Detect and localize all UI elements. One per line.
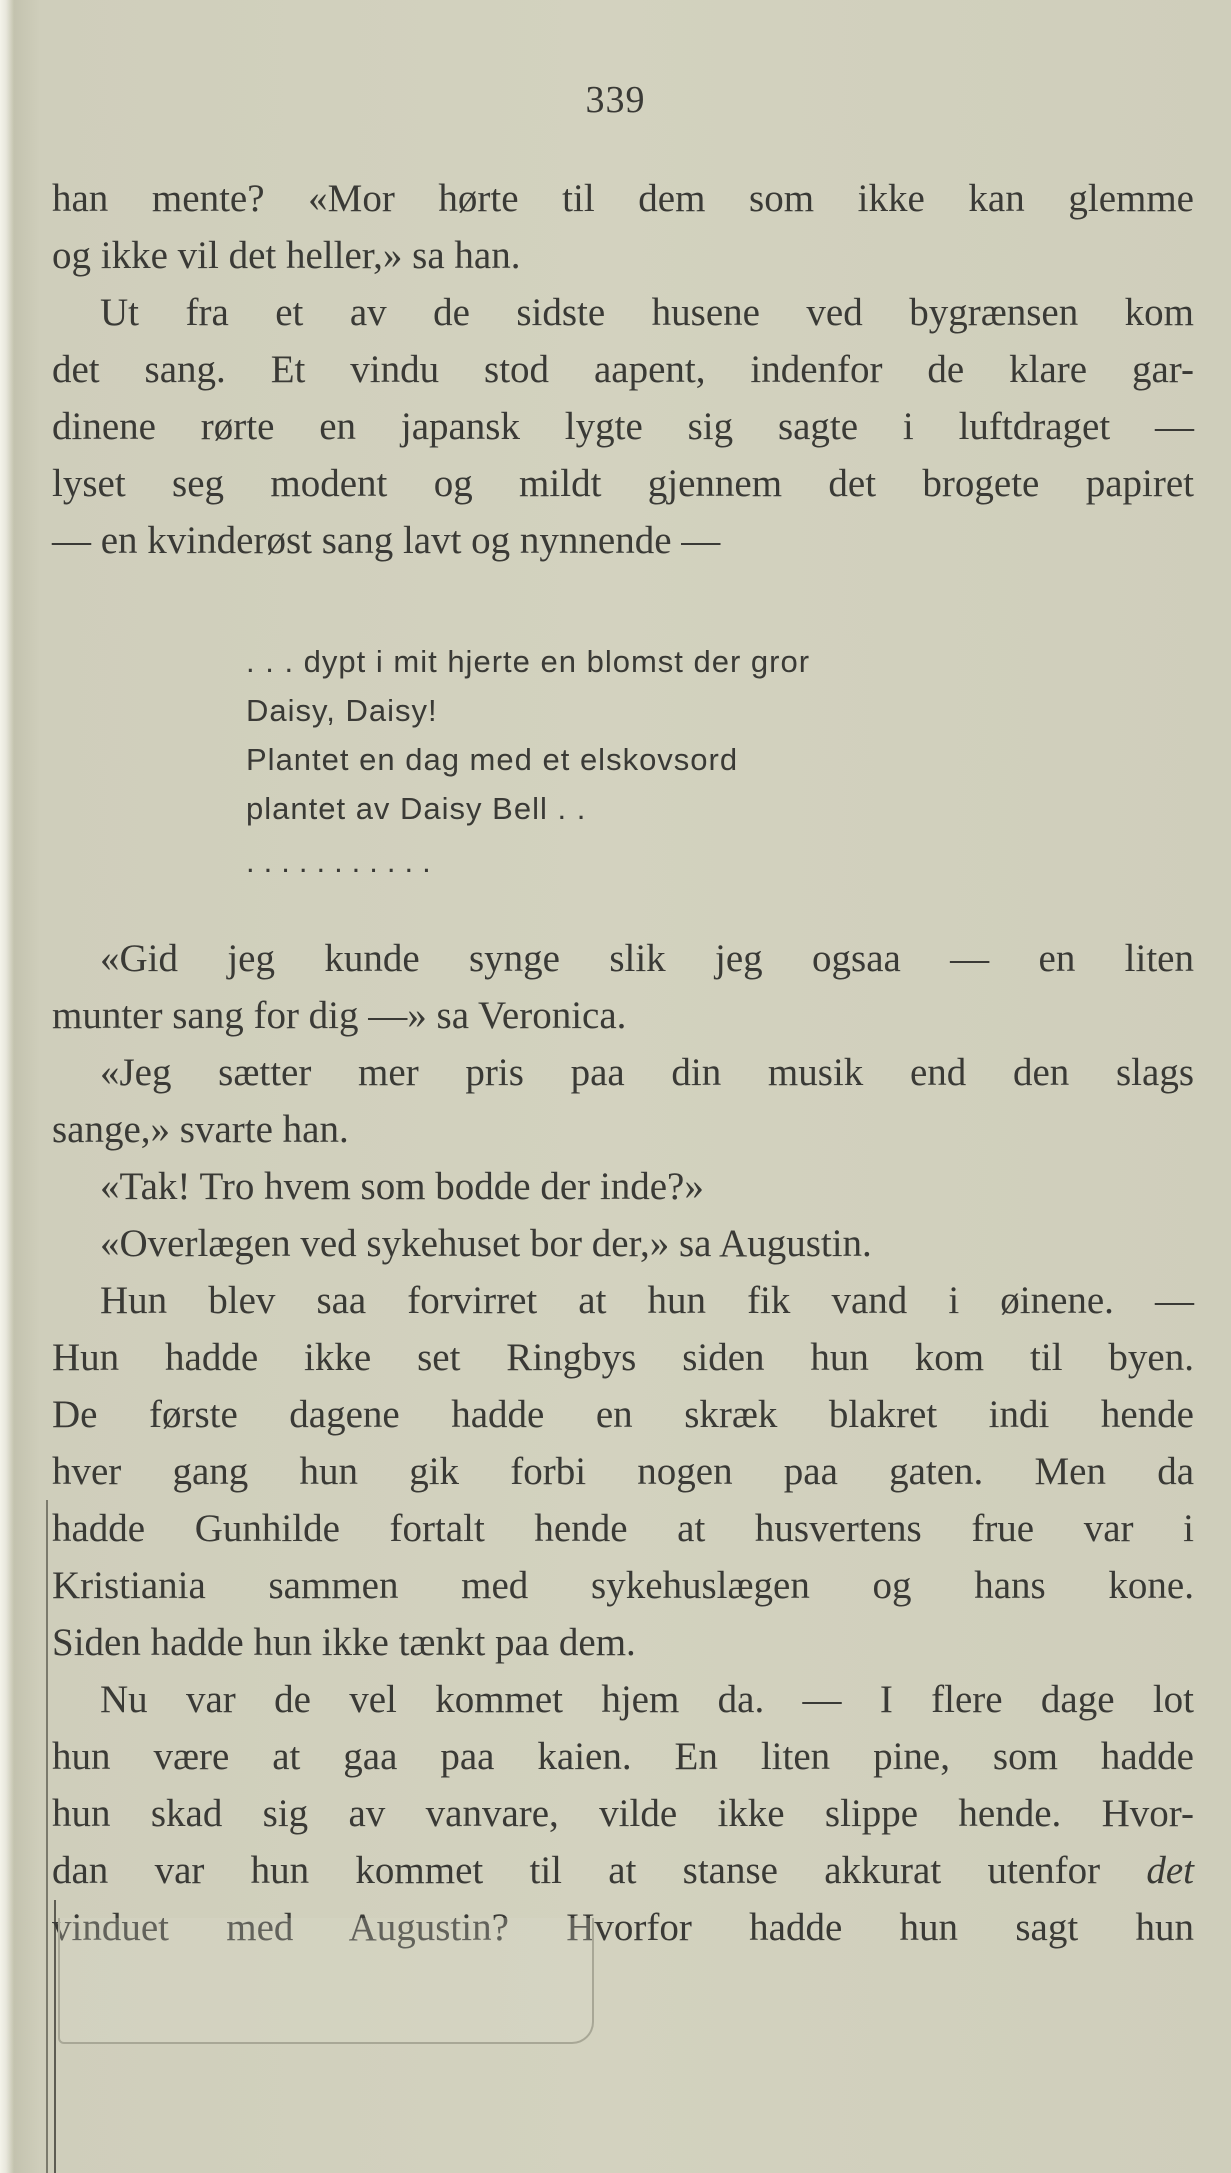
italic-word: det: [1146, 1849, 1194, 1892]
verse-line: plantet av Daisy Bell . .: [246, 791, 587, 826]
text-line: «Jeg sætter mer pris paa din musik end den slags: [100, 1051, 1194, 1094]
text-line: hver gang hun gik forbi nogen paa gaten. Men da: [52, 1450, 1194, 1493]
page-number: 339: [585, 79, 646, 121]
text-line: munter sang for dig —» sa Veronica.: [52, 994, 627, 1037]
text-line: Siden hadde hun ikke tænkt paa dem.: [52, 1621, 636, 1664]
text-line: sange,» svarte han.: [52, 1108, 349, 1151]
book-spine: [0, 0, 14, 2173]
paper-slip-outline: [58, 1918, 594, 2044]
text-line: han mente? «Mor hørte til dem som ikke kan glemme: [52, 177, 1194, 220]
text-line: Nu var de vel kommet hjem da. — I flere dage lot: [100, 1678, 1194, 1721]
text-line: hun skad sig av vanvare, vilde ikke slippe hende. Hvor-: [52, 1792, 1194, 1835]
text-line: — en kvinderøst sang lavt og nynnende —: [52, 519, 721, 562]
text-line: Hun blev saa forvirret at hun fik vand i øinene. —: [100, 1279, 1194, 1322]
text-line: vinduet med Augustin? Hvorfor hadde hun sagt hun: [52, 1906, 1194, 1949]
text-line: hadde Gunhilde fortalt hende at husvertens frue var i: [52, 1507, 1194, 1550]
text-line: og ikke vil det heller,» sa han.: [52, 234, 521, 277]
text-line: Hun hadde ikke set Ringbys siden hun kom til byen.: [52, 1336, 1194, 1379]
text-line: lyset seg modent og mildt gjennem det brogete papiret: [52, 462, 1194, 505]
text-line: [52, 1842, 1194, 1899]
text-line: hun være at gaa paa kaien. En liten pine, som hadde: [52, 1735, 1194, 1778]
text-line: De første dagene hadde en skræk blakret indi hende: [52, 1393, 1194, 1436]
text-line: Ut fra et av de sidste husene ved bygrænsen kom: [100, 291, 1194, 334]
verse-line: Daisy, Daisy!: [246, 693, 438, 728]
text-line: det sang. Et vindu stod aapent, indenfor de klare gar-: [52, 348, 1194, 391]
text-block-bottom: [52, 930, 1194, 1956]
verse-line: . . . dypt i mit hjerte en blomst der gror: [246, 644, 811, 679]
text-line: «Gid jeg kunde synge slik jeg ogsaa — en liten: [100, 937, 1194, 980]
verse-ellipsis: ...........: [246, 844, 440, 879]
gutter-shadow: [46, 1500, 48, 2173]
text-line: dinene rørte en japansk lygte sig sagte i luftdraget —: [52, 405, 1194, 448]
text-block-top: [52, 170, 1194, 569]
verse-line: Plantet en dag med et elskovsord: [246, 742, 739, 777]
text-line: Kristiania sammen med sykehuslægen og hans kone.: [52, 1564, 1194, 1607]
text-fragment: dan var hun kommet til at stanse akkurat utenfor: [52, 1849, 1147, 1892]
text-line: «Overlægen ved sykehuset bor der,» sa Augustin.: [100, 1222, 872, 1265]
song-verse: [246, 637, 810, 886]
text-line: «Tak! Tro hvem som bodde der inde?»: [100, 1165, 704, 1208]
